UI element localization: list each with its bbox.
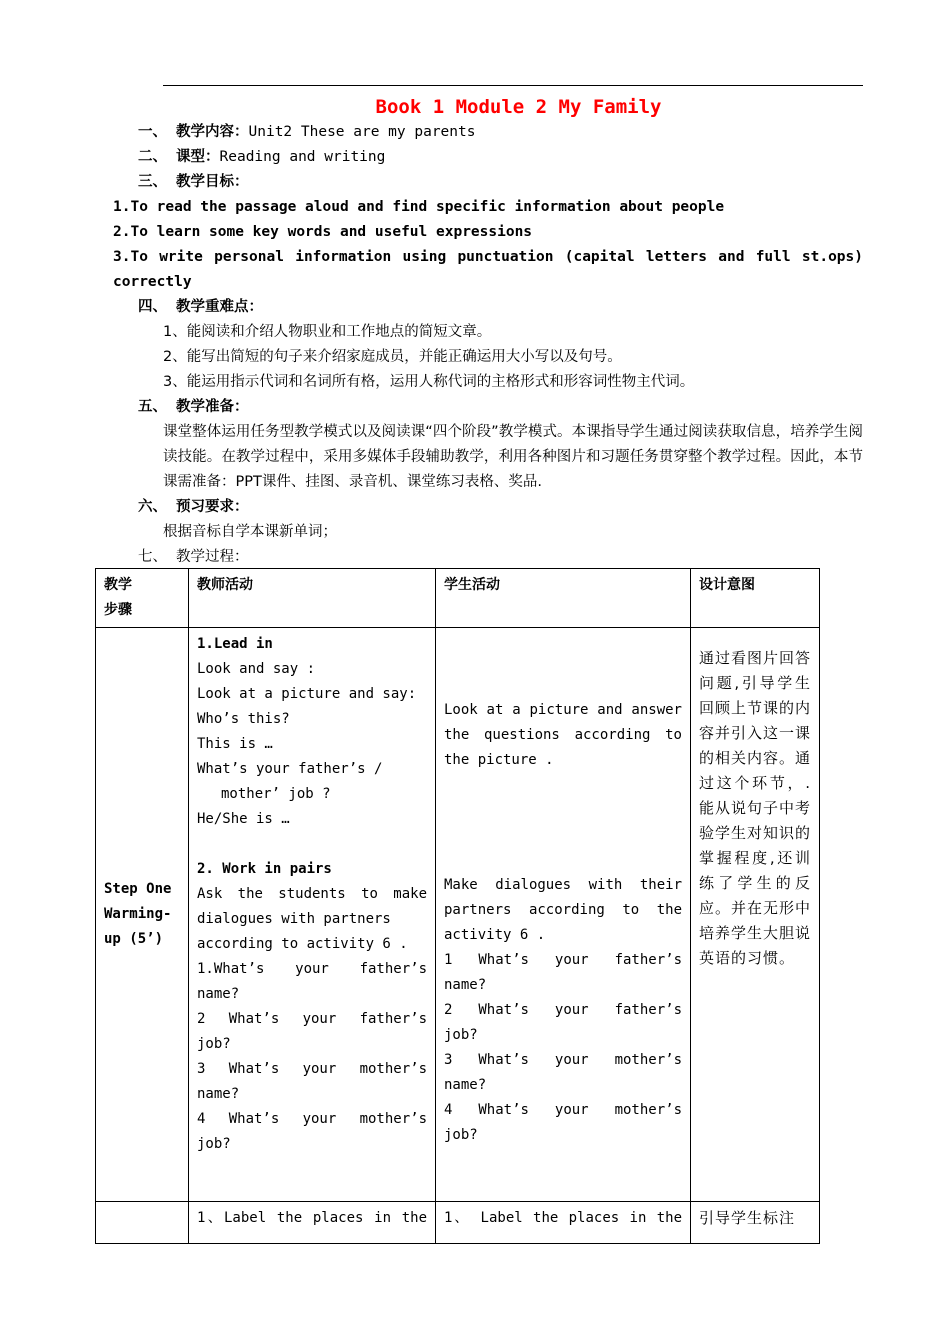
step-cell: Step One Warming- up (5’)	[96, 628, 189, 1202]
objective-item: 3.To write personal information using punctuation (capital letters and full st.ops)	[113, 249, 863, 265]
objective-item: 1.To read the passage aloud and find specific information about people	[113, 199, 725, 215]
step-cell	[96, 1202, 189, 1244]
teacher-line: 2 What’s your father’s	[197, 1011, 427, 1027]
teacher-cell	[189, 628, 436, 1202]
section-prep: 五、 教学准备：	[138, 399, 249, 415]
section-content: 一、 教学内容：Unit2 These are my parents	[138, 124, 476, 140]
student-line: job?	[444, 1127, 478, 1143]
student-line: Look at a picture and answer	[444, 702, 682, 718]
key-point-item: 2、能写出简短的句子来介绍家庭成员，并能正确运用大小写以及句号。	[163, 349, 622, 365]
header-teacher: 教师活动	[189, 569, 436, 628]
student-cell	[436, 628, 691, 1202]
page-title: Book 1 Module 2 My Family	[375, 96, 662, 118]
student-line: 2 What’s your father’s	[444, 1002, 682, 1018]
header-intent: 设计意图	[691, 569, 820, 628]
intent-text: 通过看图片回答问题,引导学生回顾上节课的内容并引入这一课的相关内容。通过这个环节，.能从说句子中考验学生对知识的掌握程度,还训练了学生的反应。并在无形中培养学生大胆说英语的习惯。	[699, 649, 812, 967]
section-objectives: 三、 教学目标：	[138, 174, 249, 190]
key-point-item: 1、能阅读和介绍人物职业和工作地点的简短文章。	[163, 324, 492, 340]
objective-item: correctly	[113, 274, 192, 290]
student-line: partners according to the	[444, 902, 682, 918]
teacher-line: dialogues with partners	[197, 911, 391, 927]
teacher-line: 1.What’s your father’s	[197, 961, 427, 977]
teacher-line: job?	[197, 1036, 231, 1052]
student-line: 4 What’s your mother’s	[444, 1102, 682, 1118]
preview-text: 根据音标自学本课新单词；	[163, 524, 337, 540]
teacher-line: mother’ job ?	[221, 786, 331, 802]
teacher-line: name?	[197, 986, 240, 1002]
student-line: the questions according to	[444, 727, 682, 743]
prep-paragraph: 课堂整体运用任务型教学模式以及阅读课“四个阶段”教学模式。本课指导学生通过阅读获取信息，培养学生阅读技能。在教学过程中，采用多媒体手段辅助教学，利用各种图片和习题任务贯穿整个教学过程。因此，本节课需准备：PPT课件、挂图、录音机、课堂练习表格、奖品.	[163, 424, 863, 490]
teacher-line: Who’s this?	[197, 711, 290, 727]
intent-text: 引导学生标注	[699, 1209, 796, 1227]
header-step: 教学 步骤	[96, 569, 189, 628]
teacher-line: according to activity 6 .	[197, 936, 408, 952]
student-line: activity 6 .	[444, 927, 546, 943]
student-line: name?	[444, 1077, 487, 1093]
teacher-line: This is …	[197, 736, 273, 752]
teacher-line: Look at a picture and say:	[197, 686, 417, 702]
teacher-line: He/She is …	[197, 811, 290, 827]
key-point-item: 3、能运用指示代词和名词所有格，运用人称代词的主格形式和形容词性物主代词。	[163, 374, 695, 390]
teacher-line: 4 What’s your mother’s	[197, 1111, 427, 1127]
student-line: 1、 Label the places in the	[444, 1210, 682, 1226]
teacher-line: 3 What’s your mother’s	[197, 1061, 427, 1077]
teacher-line: 1、Label the places in the	[197, 1210, 427, 1226]
student-line: name?	[444, 977, 487, 993]
teacher-line: job?	[197, 1136, 231, 1152]
teacher-line: name?	[197, 1086, 240, 1102]
student-line: 3 What’s your mother’s	[444, 1052, 682, 1068]
student-cell	[436, 1202, 691, 1244]
table-row	[96, 1202, 820, 1244]
teacher-title: 1.Lead in	[197, 636, 273, 652]
lesson-table	[95, 568, 820, 1244]
header-rule	[163, 85, 863, 86]
teacher-line: Look and say :	[197, 661, 316, 677]
intent-cell	[691, 1202, 820, 1244]
teacher-title: 2. Work in pairs	[197, 861, 332, 877]
student-line: 1 What’s your father’s	[444, 952, 682, 968]
teacher-line: Ask the students to make	[197, 886, 427, 902]
table-header-row	[96, 569, 820, 628]
student-line: job?	[444, 1027, 478, 1043]
teacher-line: What’s your father’s /	[197, 761, 383, 777]
section-key-points: 四、 教学重难点：	[138, 299, 263, 315]
student-line: Make dialogues with their	[444, 877, 682, 893]
section-type: 二、 课型：Reading and writing	[138, 149, 386, 165]
table-row	[96, 628, 820, 1202]
student-line: the picture .	[444, 752, 554, 768]
intent-cell	[691, 628, 820, 1202]
section-process: 七、 教学过程：	[138, 549, 249, 565]
section-preview: 六、 预习要求：	[138, 499, 249, 515]
header-student: 学生活动	[436, 569, 691, 628]
objective-item: 2.To learn some key words and useful expressions	[113, 224, 533, 240]
teacher-cell	[189, 1202, 436, 1244]
